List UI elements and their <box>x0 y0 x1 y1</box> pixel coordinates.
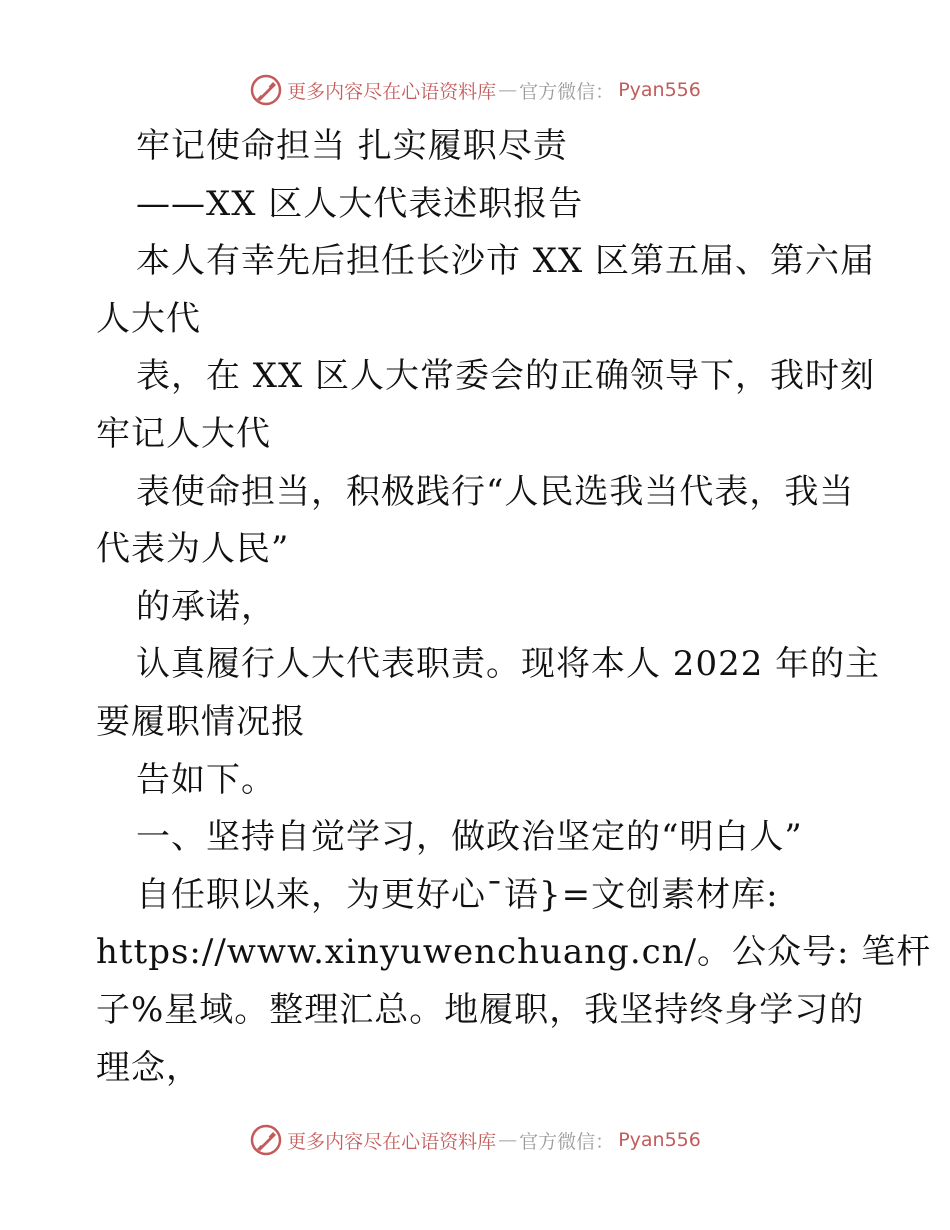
document-body <box>96 118 932 1097</box>
watermark-colon: ： <box>595 1130 615 1153</box>
watermark-text: 更多内容尽在心语资料库 <box>287 80 497 103</box>
header-watermark <box>0 70 950 110</box>
watermark-handle: Pyan556 <box>618 1129 701 1151</box>
watermark-text: 更多内容尽在心语资料库 <box>287 1130 497 1153</box>
footer-watermark <box>0 1120 950 1160</box>
watermark-wechat-label: 官方微信 <box>519 1130 596 1153</box>
document-line: 子%星域。整理汇总。地履职，我坚持终身学习的 <box>96 989 865 1030</box>
document-line: 表使命担当，积极践行“人民选我当代表，我当 <box>136 471 855 512</box>
document-line: 认真履行人大代表职责。现将本人 2022 年的主 <box>136 644 881 685</box>
document-line: 的承诺， <box>136 586 276 627</box>
watermark-separator: — <box>498 79 518 101</box>
quill-logo-icon <box>249 73 283 107</box>
document-line: 人大代 <box>96 298 201 339</box>
watermark-handle: Pyan556 <box>618 79 701 101</box>
document-line: 牢记使命担当 扎实履职尽责 <box>136 126 568 166</box>
document-line: 表，在 XX 区人大常委会的正确领导下，我时刻 <box>136 356 876 397</box>
document-line: 理念， <box>96 1047 201 1088</box>
watermark-separator: — <box>498 1129 518 1151</box>
document-line: 告如下。 <box>136 759 276 800</box>
document-line: ——XX 区人大代表述职报告 <box>136 183 584 224</box>
document-line: 代表为人民” <box>96 529 290 570</box>
document-line: 要履职情况报 <box>96 701 306 742</box>
quill-logo-icon <box>249 1123 283 1157</box>
document-line: 本人有幸先后担任长沙市 XX 区第五届、第六届 <box>136 241 876 282</box>
watermark-colon: ： <box>595 80 615 103</box>
document-line: https://www.xinyuwenchuang.cn/。公众号: 笔杆 <box>96 932 932 973</box>
document-line: 牢记人大代 <box>96 413 271 454</box>
document-line: 一、坚持自觉学习，做政治坚定的“明白人” <box>136 817 803 858</box>
document-line: 自任职以来，为更好心¯语}=文创素材库: <box>136 874 779 915</box>
watermark-wechat-label: 官方微信 <box>519 80 596 103</box>
